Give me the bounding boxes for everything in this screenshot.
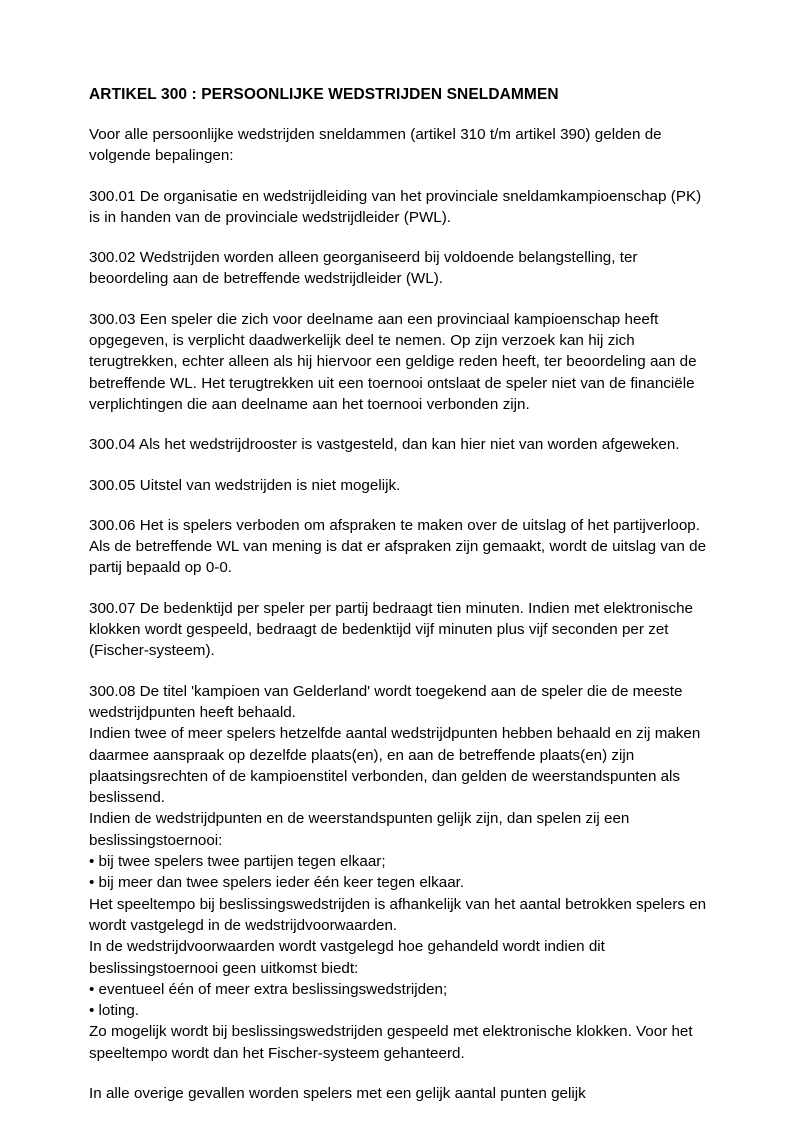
article-300-08-line-5: In de wedstrijdvoorwaarden wordt vastgelegd hoe gehandeld wordt indien dit beslissingstoernooi geen uitkomst biedt: [89,938,605,977]
article-300-08-bullet-1: • bij twee spelers twee partijen tegen elkaar; [89,853,386,871]
article-300-04: 300.04 Als het wedstrijdrooster is vastgesteld, dan kan hier niet van worden afgeweken. [89,436,680,454]
article-300-08-bullet-2: • bij meer dan twee spelers ieder één keer tegen elkaar. [89,874,465,892]
article-300-03: 300.03 Een speler die zich voor deelname aan een provinciaal kampioenschap heeft opgegeven, is verplicht daadwerkelijk deel te nemen. Op zijn verzoek kan hij zich terugtrekken, echter alleen als hij hiervoor een geldige reden heeft, ter beoordeling aan de betreffende WL. Het terugtrekken uit een toernooi ontslaat de speler niet van de financiële verplichtingen die aan deelname aan het toernooi verbonden zijn. [89,310,697,413]
article-300-07: 300.07 De bedenktijd per speler per partij bedraagt tien minuten. Indien met elektronische klokken wordt gespeeld, bedraagt de bedenktijd vijf minuten plus vijf seconden per zet (Fischer-systeem). [89,599,694,660]
article-300-08-bullet-4: • loting. [89,1002,140,1020]
article-300-08 [89,681,711,1064]
article-300-08-line-6: Zo mogelijk wordt bij beslissingswedstrijden gespeeld met elektronische klokken. Voor het speeltempo wordt dan het Fischer-systeem gehanteerd. [89,1023,693,1062]
article-300-08-bullet-3: • eventueel één of meer extra beslissingswedstrijden; [89,980,448,998]
page-title: ARTIKEL 300 : PERSOONLIJKE WEDSTRIJDEN SNELDAMMEN [89,86,559,103]
article-300-01: 300.01 De organisatie en wedstrijdleiding van het provinciale sneldamkampioenschap (PK) is in handen van de provinciale wedstrijdleider (PWL). [89,187,702,226]
article-300-08-line-1: 300.08 De titel 'kampioen van Gelderland' wordt toegekend aan de speler die de meeste wedstrijdpunten heeft behaald. [89,682,683,721]
article-300-08-line-2: Indien twee of meer spelers hetzelfde aantal wedstrijdpunten hebben behaald en zij maken daarmee aanspraak op dezelfde plaats(en), en aan de betreffende plaats(en) zijn plaatsingsrechten of de kampioenstitel verbonden, dan gelden de weerstandspunten als beslissend. [89,725,701,807]
closing-paragraph: In alle overige gevallen worden spelers met een gelijk aantal punten gelijk [89,1084,586,1102]
article-300-08-line-4: Het speeltempo bij beslissingswedstrijden is afhankelijk van het aantal betrokken spelers en wordt vastgelegd in de wedstrijdvoorwaarden. [89,895,707,934]
article-300-06: 300.06 Het is spelers verboden om afspraken te maken over de uitslag of het partijverloop. Als de betreffende WL van mening is dat er afspraken zijn gemaakt, wordt de uitslag van de partij bepaald op 0-0. [89,516,707,577]
article-300-02: 300.02 Wedstrijden worden alleen georganiseerd bij voldoende belangstelling, ter beoordeling aan de betreffende wedstrijdleider (WL). [89,249,638,288]
article-300-08-line-3: Indien de wedstrijdpunten en de weerstandspunten gelijk zijn, dan spelen zij een beslissingstoernooi: [89,810,630,849]
document-body [89,84,711,1104]
intro-paragraph: Voor alle persoonlijke wedstrijden sneldammen (artikel 310 t/m artikel 390) gelden de volgende bepalingen: [89,126,662,165]
article-300-05: 300.05 Uitstel van wedstrijden is niet mogelijk. [89,476,401,494]
